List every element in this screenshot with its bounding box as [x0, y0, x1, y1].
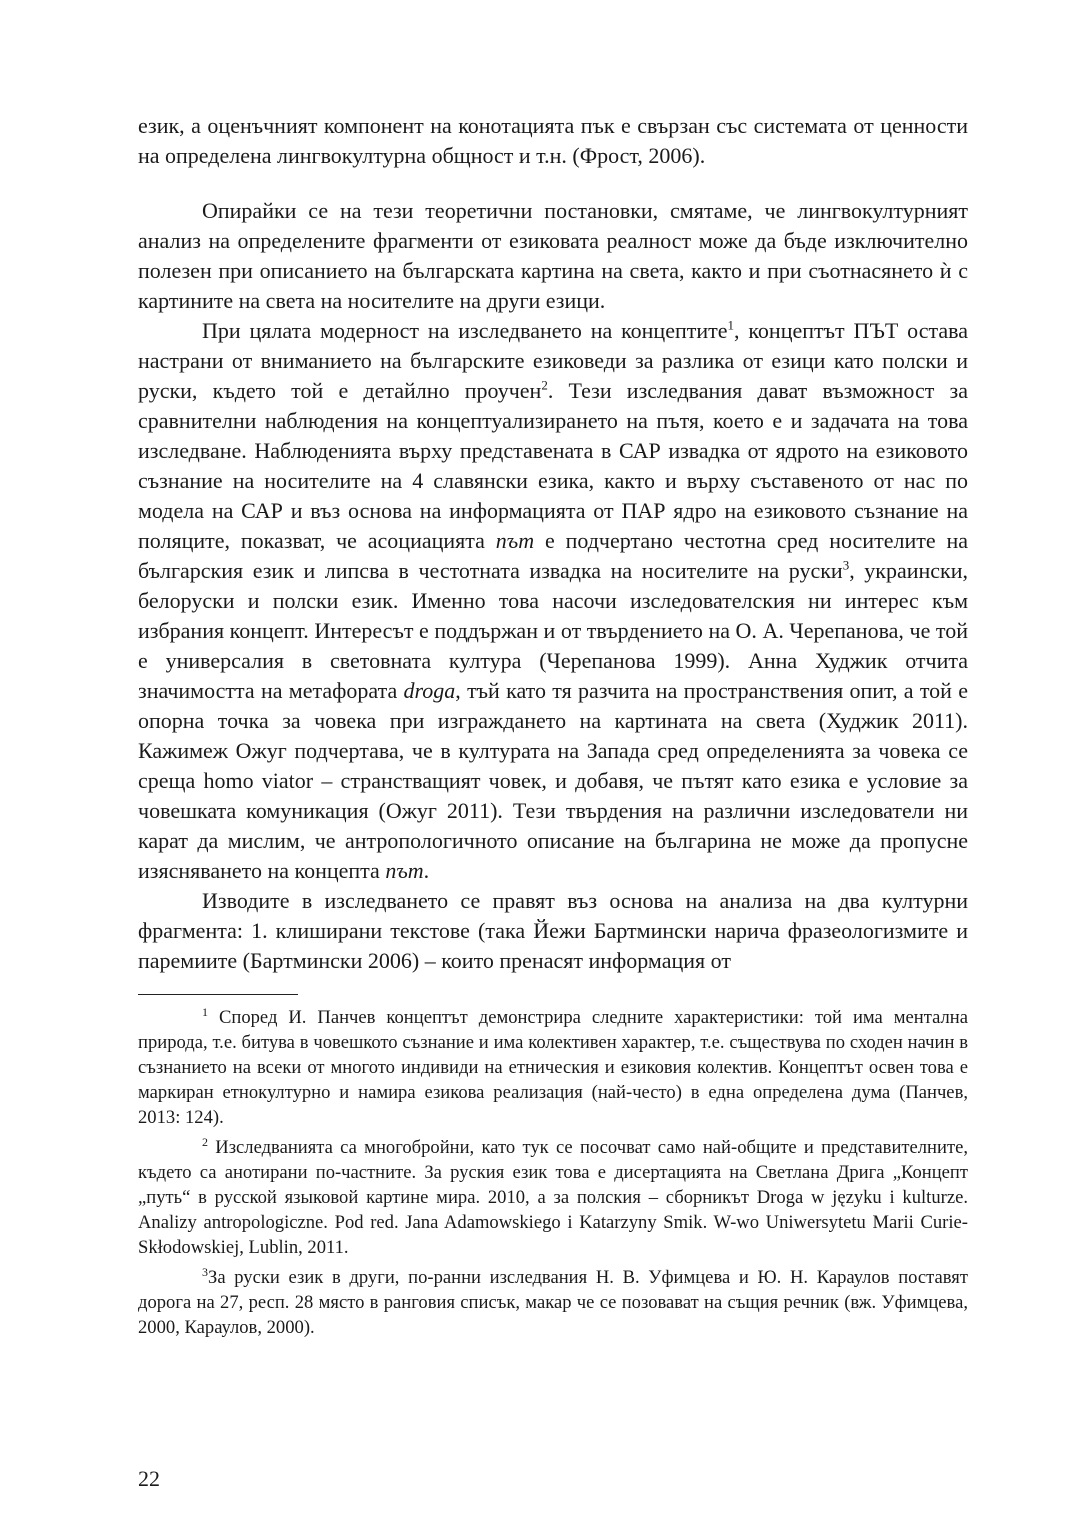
paragraph-2: Опирайки се на тези теоретични постановки, смятаме, че лингвокултурният анализ на определените фрагменти от езиковата реалност може да бъде изключително полезен при описанието на българската картина на света, както и при съотнасянето ѝ с картините на света на носителите на други езици. — [138, 198, 968, 313]
emphasis-pat-1: път — [495, 528, 535, 553]
footnote-1-text: Според И. Панчев концептът демонстрира следните характеристики: той има ментална природа, т.е. битува в човешкото съзнание и има колективен характер, т.е. съществува по сходен начин в съзнанието на всеки от многото индивиди на етническия и езиковия колектив. Концептът освен това е маркиран етнокултурно и намира езикова реализация (най-често) в една определена дума (Панчев, 2013: 124). — [138, 1007, 968, 1128]
page-text — [138, 111, 968, 1345]
paragraph-3-part-c: . Тези изследвания дават възможност за сравнителни наблюдения на концептуализирането на пътя, което е и задачата на това изследване. Наблюденията върху представената в САР извадка от ядрото на езиковото съзнание на носителите на 4 славянски езика, както и върху съставеното от нас по модела на САР и въз основа на информацията от ПАР ядро на езиковото съзнание на поляците, показват, че асоциацията — [138, 378, 968, 553]
footnote-ref-1: 1 — [727, 317, 735, 333]
paragraph-4: Изводите в изследването се правят въз основа на анализа на два културни фрагмента: 1. клиширани текстове (така Йежи Бартмински нарича фразеологизмите и паремиите (Бартмински 2006) – които пренасят информация от — [138, 888, 968, 973]
emphasis-pat-2: път — [385, 858, 424, 883]
paragraph-3-part-f: , тъй като тя разчита на пространствения опит, а той е опорна точка за човека при изграждането на картината на света (Худжик 2011). Кажимеж Ожуг подчертава, че в културата на Запада сред определенията за човека се среща homo viator – странстващият човек, и добавя, че пътят като езика е условие за човешката комуникация (Ожуг 2011). Тези твърдения на различни изследователи ни карат да мислим, че антропологичното описание на българина не може да пропусне изясняването на концепта — [138, 678, 968, 883]
footnote-3-number: 3 — [202, 1264, 208, 1279]
footnote-1 — [138, 1005, 968, 1130]
page-number: 22 — [138, 1466, 160, 1491]
footnote-3-text: За руски език в други, по-ранни изследвания Н. В. Уфимцева и Ю. Н. Караулов поставят дорога на 27, респ. 28 място в ранговия списък, макар че се позовават на същия речник (вж. Уфимцева, 2000, Караулов, 2000). — [138, 1267, 968, 1338]
footnote-2 — [138, 1135, 968, 1260]
footnote-2-text: Изследванията са многобройни, като тук се посочват само най-общите и представителните, където са анотирани по-частните. За руския език това е дисертацията на Светлана Дрига „Концепт „путь“ в русской языковой картине мира. 2010, а за полския – сборникът Droga w języku i kulturze. Analizy antropologiczne. Pod red. Jana Adamowskiego i Katarzyny Smik. W-wo Uniwersytetu Marii Curie-Skłodowskiej, Lublin, 2011. — [138, 1137, 968, 1258]
paragraph-3-part-d: е подчертано честотна сред носителите на българския език и липсва в честотната извадка на носителите на руски — [138, 528, 968, 583]
footnote-3 — [138, 1265, 968, 1340]
paragraph-3-part-e: , украински, белоруски и полски език. Именно това насочи изследователския ни интерес към избрания концепт. Интересът е поддържан и от твърдението на О. А. Черепанова, че той е универсалия в световната култура (Черепанова 1999). Анна Худжик отчита значимостта на метафората — [138, 558, 968, 703]
paragraph-3-part-a: При цялата модерност на изследването на концептите — [202, 318, 728, 343]
paragraph-1: език, а оценъчният компонент на конотацията пък е свързан със системата от ценности на определена лингвокултурна общност и т.н. (Фрост, 2006). — [138, 113, 968, 168]
emphasis-droga: droga — [403, 678, 456, 703]
footnote-1-number: 1 — [202, 1004, 208, 1019]
footnote-ref-2: 2 — [541, 377, 548, 393]
paragraph-3-part-g: . — [423, 858, 430, 883]
footnote-separator — [138, 994, 298, 995]
paragraph-3 — [138, 316, 968, 886]
paragraph-3-part-b: , концептът ПЪТ остава настрани от вниманието на българските езиковеди за разлика от езици като полски и руски, където той е детайлно проучен — [138, 318, 968, 403]
footnote-ref-3: 3 — [842, 557, 850, 573]
footnote-2-number: 2 — [202, 1134, 208, 1149]
